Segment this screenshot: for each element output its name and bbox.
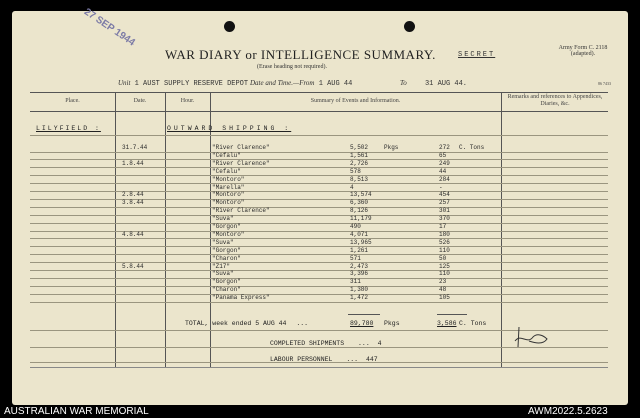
place-value — [36, 125, 101, 132]
army-form-line1: Army Form C. 2118 — [558, 45, 608, 51]
row-ship: "Montoro" — [212, 191, 245, 199]
place-text: LILYFIELD : — [36, 125, 101, 132]
row-tons: 50 — [439, 254, 447, 262]
row-pkgs: 6,360 — [350, 199, 369, 207]
row-ship: "Panama Express" — [212, 294, 270, 302]
row-line — [30, 215, 608, 216]
security-classification: SECRET — [458, 51, 496, 59]
row-pkgs: 13,574 — [350, 191, 372, 199]
period-to-value: 31 AUG 44. — [424, 80, 467, 88]
row-ship: "Charon" — [212, 286, 241, 294]
row-date: 5.8.44 — [122, 262, 144, 270]
row-unit-tons: C. Tons — [459, 144, 485, 151]
row-date: 1.8.44 — [122, 159, 144, 167]
signature-mark — [513, 323, 553, 351]
row-line — [30, 270, 608, 271]
row-ship: "Montoro" — [212, 175, 245, 183]
total-label: TOTAL, week ended 5 AUG 44 — [185, 320, 287, 327]
row-ship: "Marella" — [212, 183, 245, 191]
row-ship: "River Clarence" — [212, 144, 270, 151]
row-pkgs: 11,179 — [350, 215, 372, 223]
completed-value: 4 — [377, 340, 382, 347]
total-tons: 3,586 — [437, 320, 457, 327]
header-place: Place. — [65, 98, 80, 104]
row-line — [30, 207, 608, 208]
row-pkgs: 311 — [350, 278, 361, 286]
credit-left: AUSTRALIAN WAR MEMORIAL — [4, 406, 149, 417]
completed-dots: ... — [358, 340, 370, 347]
total-tons-underline — [437, 314, 467, 315]
row-tons: 180 — [439, 230, 450, 238]
unit-field — [118, 79, 248, 88]
row-ship: "River Clarence" — [212, 207, 270, 215]
row-line — [30, 167, 608, 168]
row-tons: 110 — [439, 246, 450, 254]
row-pkgs: 490 — [350, 223, 361, 230]
row-ship: "Cefalu" — [212, 151, 241, 159]
row-tons: 249 — [439, 159, 450, 167]
table-top-rule — [30, 92, 608, 93]
row-pkgs: 3,396 — [350, 270, 369, 278]
row-line — [30, 246, 608, 247]
header-date: Date. — [133, 98, 147, 104]
row-pkgs: 8,126 — [350, 207, 369, 215]
army-form-ref — [548, 45, 618, 57]
row-pkgs: 578 — [350, 167, 361, 175]
row-pkgs: 13,965 — [350, 238, 372, 246]
row-ship: "Montoro" — [212, 199, 245, 207]
table-bottom-rule — [30, 367, 608, 368]
row-tons: 257 — [439, 199, 450, 207]
row-tons: 65 — [439, 151, 447, 159]
row-pkgs: 2,726 — [350, 159, 369, 167]
row-ship: "Suva" — [212, 270, 234, 278]
period-from-value: 1 AUG 44 — [318, 80, 353, 88]
unit-value: 1 AUST SUPPLY RESERVE DEPOT — [134, 80, 249, 88]
row-line — [30, 278, 608, 279]
form-reference: 86 7433 — [598, 81, 611, 86]
row-pkgs: 571 — [350, 254, 361, 262]
row-tons: 17 — [439, 223, 447, 230]
row-pkgs: 8,513 — [350, 175, 369, 183]
row-ship: "Suva" — [212, 215, 234, 223]
row-tons: 526 — [439, 238, 450, 246]
row-ship: "Z17" — [212, 262, 231, 270]
date-stamp: 27 SEP 1944 — [81, 6, 137, 49]
row-line — [30, 135, 608, 136]
punch-hole-left — [224, 21, 235, 32]
labour-value: 447 — [365, 356, 378, 363]
labour-label: LABOUR PERSONNEL — [270, 356, 333, 363]
row-line — [30, 231, 608, 232]
row-tons: 125 — [439, 262, 450, 270]
document-title: WAR DIARY or INTELLIGENCE SUMMARY. — [165, 47, 436, 62]
period-to — [400, 79, 467, 88]
row-tons: 23 — [439, 278, 447, 286]
row-date: 2.8.44 — [122, 191, 144, 199]
completed-shipments — [270, 340, 382, 347]
row-line — [30, 238, 608, 239]
row-tons: 370 — [439, 215, 450, 223]
period-from — [250, 79, 352, 88]
row-line — [30, 294, 608, 295]
total-tons-unit: C. Tons — [459, 320, 487, 327]
column-divider-2 — [165, 92, 166, 367]
total-pkgs: 89,780 — [350, 320, 374, 327]
row-line — [30, 175, 608, 176]
row-ship: "Gorgon" — [212, 278, 241, 286]
completed-label: COMPLETED SHIPMENTS — [270, 340, 345, 347]
row-unit-pkgs: Pkgs — [384, 144, 399, 151]
labour-personnel — [270, 356, 378, 363]
row-tons: 44 — [439, 167, 447, 175]
credit-right: AWM2022.5.2623 — [528, 406, 608, 417]
row-pkgs: 1,380 — [350, 286, 369, 294]
row-pkgs: 1,561 — [350, 151, 369, 159]
row-tons: 301 — [439, 207, 450, 215]
row-date: 31.7.44 — [122, 144, 148, 151]
table-header-rule — [30, 111, 608, 112]
total-pkgs-unit: Pkgs — [384, 320, 400, 327]
row-pkgs: 2,473 — [350, 262, 369, 270]
header-summary: Summary of Events and Information. — [310, 98, 401, 104]
row-line — [30, 199, 608, 200]
row-pkgs: 1,261 — [350, 246, 369, 254]
row-line — [30, 191, 608, 192]
column-divider-1 — [115, 92, 116, 367]
row-ship: "Montoro" — [212, 230, 245, 238]
total-row — [185, 320, 308, 327]
row-tons: 284 — [439, 175, 450, 183]
row-line — [30, 159, 608, 160]
document-subtitle: (Erase heading not required). — [257, 64, 327, 70]
row-pkgs: 4,071 — [350, 230, 369, 238]
row-ship: "Suva" — [212, 238, 234, 246]
punch-hole-right — [404, 21, 415, 32]
row-ship: "Gorgon" — [212, 223, 241, 230]
period-label: Date and Time.—From — [250, 79, 315, 87]
section-heading — [167, 125, 291, 132]
row-pkgs: 4 — [350, 183, 354, 191]
row-line — [30, 262, 608, 263]
labour-dots: ... — [346, 356, 359, 363]
row-pkgs: 1,472 — [350, 294, 369, 302]
row-line — [30, 152, 608, 153]
row-ship: "Charon" — [212, 254, 241, 262]
row-line — [30, 183, 608, 184]
row-tons: - — [439, 183, 443, 191]
row-ship: "Gorgon" — [212, 246, 241, 254]
army-form-line2: (adapted). — [570, 51, 596, 57]
total-dots: ... — [296, 320, 309, 327]
row-tons: 454 — [439, 191, 450, 199]
row-line — [30, 223, 608, 224]
row-date: 3.8.44 — [122, 199, 144, 207]
row-tons: 272 — [439, 144, 450, 151]
row-tons: 48 — [439, 286, 447, 294]
row-line — [30, 302, 608, 303]
row-line — [30, 286, 608, 287]
row-pkgs: 5,502 — [350, 144, 369, 151]
column-divider-4 — [501, 92, 502, 367]
row-ship: "River Clarence" — [212, 159, 270, 167]
row-tons: 110 — [439, 270, 450, 278]
row-line — [30, 254, 608, 255]
row-tons: 105 — [439, 294, 450, 302]
header-remarks: Remarks and references to Appendices, Diaries, &c. — [507, 94, 603, 107]
total-pkgs-underline — [348, 314, 380, 315]
unit-label: Unit — [118, 79, 131, 87]
row-ship: "Cefalu" — [212, 167, 241, 175]
section-heading-text: OUTWARD SHIPPING : — [167, 125, 292, 132]
header-hour: Hour. — [180, 98, 195, 104]
period-to-label: To — [400, 79, 407, 87]
row-date: 4.8.44 — [122, 230, 144, 238]
